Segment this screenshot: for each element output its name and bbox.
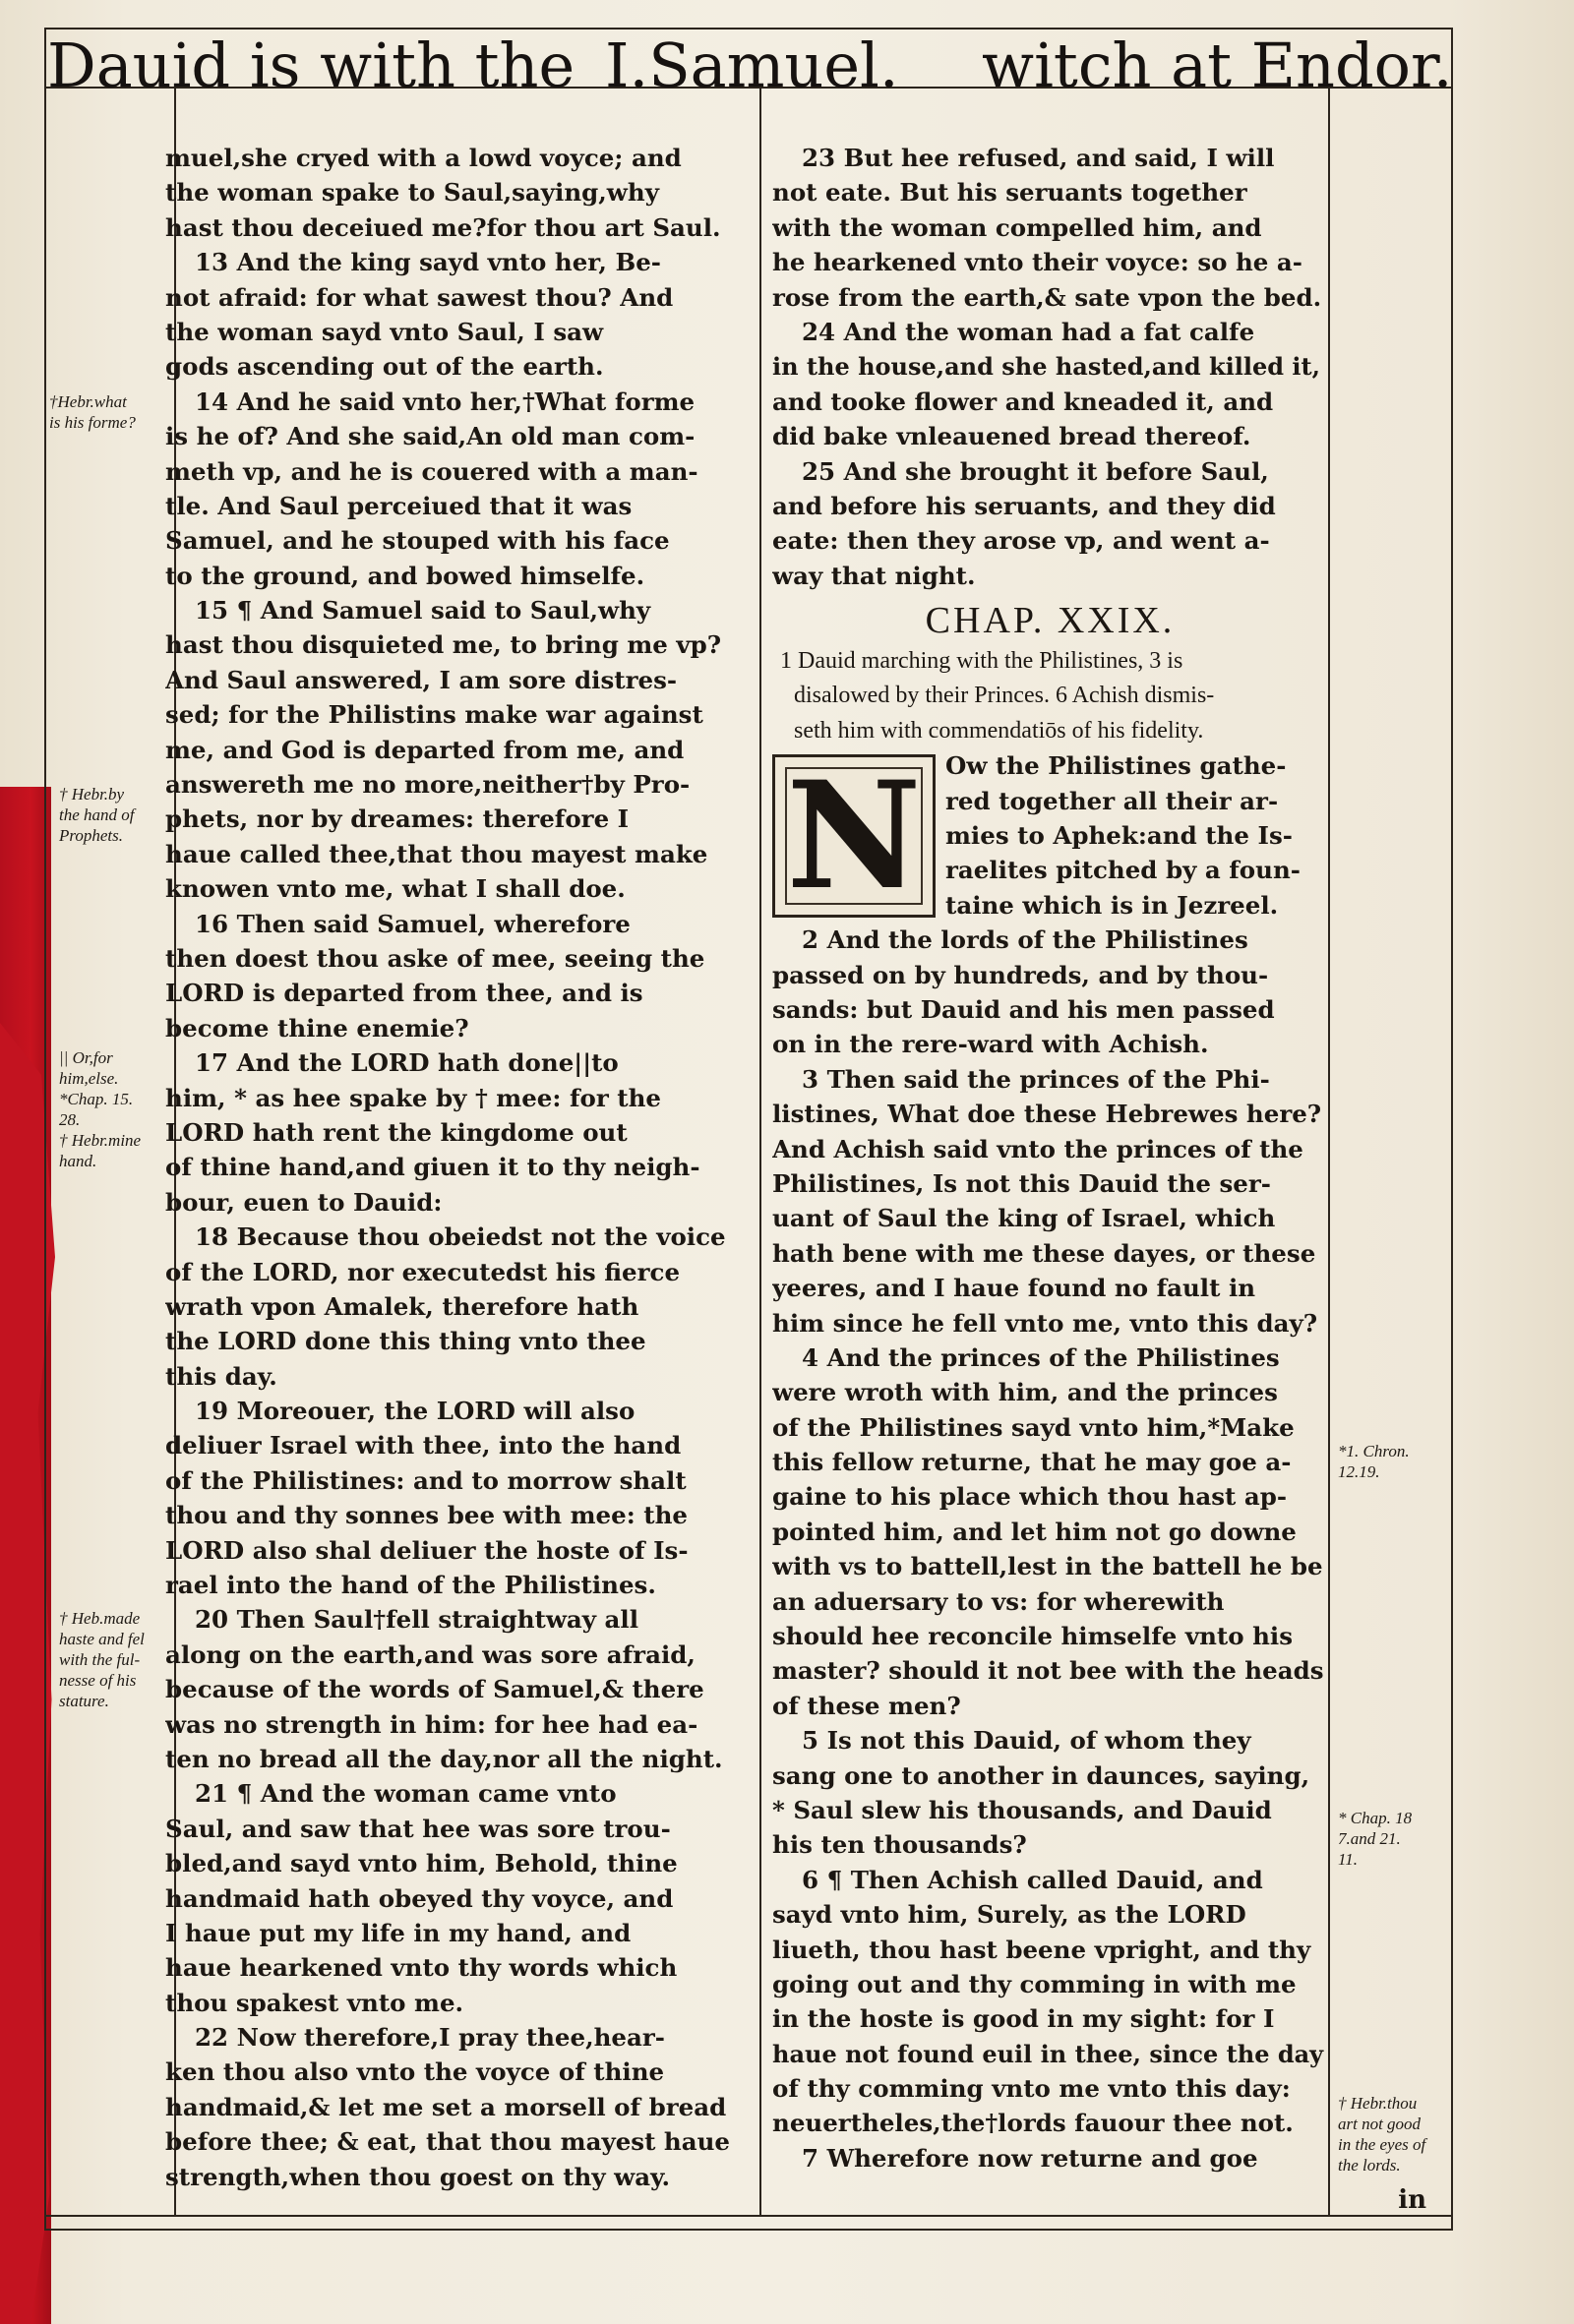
text-line: rose from the earth,& sate vpon the bed.	[772, 282, 1322, 312]
text-line: 20 Then Saul†fell straightway all	[195, 1605, 639, 1635]
text-line: LORD also shal deliuer the hoste of Is-	[165, 1535, 689, 1565]
initial-letter: N	[786, 754, 922, 919]
text-line: meth vp, and he is couered with a man-	[165, 456, 698, 486]
text-line: strength,when thou goest on thy way.	[165, 2162, 671, 2191]
text-line: not afraid: for what sawest thou? And	[165, 282, 674, 312]
text-line: way that night.	[772, 561, 976, 590]
margin-note-line: || Or,for	[59, 1048, 113, 1067]
text-line: 21 ¶ And the woman came vnto	[195, 1779, 617, 1809]
text-line: thou and thy sonnes bee with mee: the	[165, 1501, 689, 1530]
text-line: 25 And she brought it before Saul,	[802, 456, 1269, 486]
text-line: was no strength in him: for hee had ea-	[165, 1709, 698, 1739]
text-line: listines, What doe these Hebrewes here?	[772, 1100, 1322, 1129]
text-line: ken thou also vnto the voyce of thine	[165, 2057, 665, 2087]
text-line: in the hoste is good in my sight: for I	[772, 2004, 1275, 2034]
text-line: 6 ¶ Then Achish called Dauid, and	[802, 1865, 1263, 1894]
margin-note-7	[1338, 2093, 1425, 2175]
text-line: is he of? And she said,An old man com-	[165, 422, 696, 451]
text-line: And Achish said vnto the princes of the	[772, 1134, 1303, 1163]
chapter-summary	[772, 644, 1328, 748]
text-line: 24 And the woman had a fat calfe	[802, 317, 1255, 346]
text-line: 23 But hee refused, and said, I will	[802, 144, 1275, 172]
text-line: rael into the hand of the Philistines.	[165, 1571, 656, 1600]
summary-line: disalowed by their Princes. 6 Achish dismis-	[794, 683, 1215, 709]
margin-note-line: 12.19.	[1338, 1462, 1380, 1481]
text-line: handmaid,& let me set a morsell of bread	[165, 2092, 727, 2121]
text-line: pointed him, and let him not go downe	[772, 1517, 1297, 1546]
text-line: were wroth with him, and the princes	[772, 1378, 1278, 1407]
margin-note-line: haste and fel	[59, 1630, 145, 1648]
text-line: of thine hand,and giuen it to thy neigh-	[165, 1153, 700, 1182]
text-line: 2 And the lords of the Philistines	[802, 925, 1248, 955]
margin-note-line: with the ful-	[59, 1650, 141, 1669]
text-line: 5 Is not this Dauid, of whom they	[802, 1726, 1251, 1756]
text-line: eate: then they arose vp, and went a-	[772, 526, 1270, 556]
ornamental-initial	[772, 754, 936, 918]
chapter-opening	[772, 748, 1328, 923]
text-line: on in the rere-ward with Achish.	[772, 1030, 1209, 1059]
text-line: the woman sayd vnto Saul, I saw	[165, 317, 604, 346]
text-line: neuertheles,the†lords fauour thee not.	[772, 2109, 1294, 2138]
text-line: haue hearkened vnto thy words which	[165, 1953, 678, 1983]
text-line: bour, euen to Dauid:	[165, 1187, 443, 1217]
margin-note-line: in the eyes of	[1338, 2135, 1426, 2154]
chapter-29-verses	[772, 923, 1328, 2175]
text-line: phets, nor by dreames: therefore I	[165, 804, 630, 834]
chapter-heading: CHAP. XXIX.	[925, 600, 1176, 642]
text-line: 7 Wherefore now returne and goe	[802, 2143, 1258, 2173]
margin-note-line: † Hebr.thou	[1338, 2094, 1418, 2113]
text-line: become thine enemie?	[165, 1013, 469, 1043]
margin-note-line: stature.	[59, 1692, 109, 1710]
text-line: answereth me no more,neither†by Pro-	[165, 770, 691, 800]
text-line: Samuel, and he stouped with his face	[165, 526, 670, 556]
chapter-28-end	[772, 141, 1328, 593]
margin-note-3	[59, 1047, 141, 1171]
text-line: this fellow returne, that he may goe a-	[772, 1448, 1292, 1477]
text-line: then doest thou aske of mee, seeing the	[165, 943, 705, 973]
text-line: I haue put my life in my hand, and	[165, 1918, 632, 1947]
text-line: knowen vnto me, what I shall doe.	[165, 874, 626, 904]
text-line: 14 And he said vnto her,†What forme	[195, 387, 696, 416]
catchword: in	[1398, 2185, 1426, 2215]
margin-note-4	[59, 1608, 145, 1711]
margin-note-line: the lords.	[1338, 2156, 1401, 2175]
text-line: he hearkened vnto their voyce: so he a-	[772, 248, 1302, 277]
opening-line: red together all their ar-	[945, 786, 1279, 815]
text-line: master? should it not bee with the heads	[772, 1656, 1324, 1686]
text-line: with the woman compelled him, and	[772, 212, 1262, 242]
margin-note-line: art not good	[1338, 2115, 1422, 2133]
margin-note-line: 11.	[1338, 1850, 1358, 1869]
text-line: to the ground, and bowed himselfe.	[165, 561, 645, 590]
margin-note-line: † Hebr.mine	[59, 1131, 142, 1150]
right-margin-rule	[1328, 89, 1330, 2217]
margin-note-line: *Chap. 15.	[59, 1090, 134, 1108]
text-line: the LORD done this thing vnto thee	[165, 1327, 646, 1356]
text-line: tle. And Saul perceiued that it was	[165, 491, 633, 520]
margin-note-6	[1338, 1808, 1412, 1870]
text-line: 22 Now therefore,I pray thee,hear-	[195, 2023, 665, 2053]
margin-note-line: 28.	[59, 1110, 81, 1129]
text-line: thou spakest vnto me.	[165, 1988, 464, 2017]
running-head-book: I.Samuel.	[605, 30, 899, 101]
opening-line: raelites pitched by a foun-	[945, 856, 1301, 885]
text-line: 19 Moreouer, the LORD will also	[195, 1397, 636, 1426]
text-column-right	[772, 141, 1328, 2216]
text-line: 16 Then said Samuel, wherefore	[195, 909, 631, 938]
margin-note-line: *1. Chron.	[1338, 1442, 1410, 1460]
text-line: hast thou deceiued me?for thou art Saul.	[165, 212, 721, 242]
text-line: him, * as hee spake by † mee: for the	[165, 1083, 661, 1112]
text-line: gaine to his place which thou hast ap-	[772, 1482, 1288, 1512]
text-line: 17 And the LORD hath done||to	[195, 1048, 619, 1078]
text-line: 15 ¶ And Samuel said to Saul,why	[195, 596, 651, 626]
text-line: wrath vpon Amalek, therefore hath	[165, 1291, 639, 1321]
text-line: because of the words of Samuel,& there	[165, 1675, 704, 1704]
text-line: bled,and sayd vnto him, Behold, thine	[165, 1849, 678, 1878]
text-line: in the house,and she hasted,and killed it,	[772, 352, 1320, 382]
text-line: him since he fell vnto me, vnto this day?	[772, 1308, 1318, 1338]
text-line: and before his seruants, and they did	[772, 491, 1276, 520]
text-line: going out and thy comming in with me	[772, 1969, 1297, 1998]
text-line: of the Philistines: and to morrow shalt	[165, 1465, 687, 1495]
text-line: yeeres, and I haue found no fault in	[772, 1274, 1256, 1303]
text-line: ten no bread all the day,nor all the night.	[165, 1744, 723, 1773]
text-line: LORD is departed from thee, and is	[165, 979, 643, 1008]
text-line: of these men?	[772, 1691, 961, 1720]
text-line: And Saul answered, I am sore distres-	[165, 665, 678, 694]
text-line: his ten thousands?	[772, 1830, 1027, 1860]
text-line: did bake vnleauened bread thereof.	[772, 422, 1251, 451]
text-line: muel,she cryed with a lowd voyce; and	[165, 144, 682, 172]
text-line: 3 Then said the princes of the Phi-	[802, 1064, 1270, 1094]
text-line: should hee reconcile himselfe vnto his	[772, 1622, 1293, 1651]
margin-note-line: him,else.	[59, 1069, 119, 1088]
running-head-left: Dauid is with the	[47, 30, 575, 101]
text-line: haue not found euil in thee, since the day	[772, 2039, 1324, 2068]
text-line: of the Philistines sayd vnto him,*Make	[772, 1412, 1295, 1442]
margin-note-line: * Chap. 18	[1338, 1809, 1413, 1827]
opening-line: Ow the Philistines gathe-	[945, 751, 1287, 781]
margin-note-line: † Heb.made	[59, 1609, 141, 1628]
text-line: sed; for the Philistins make war against	[165, 700, 703, 730]
text-line: LORD hath rent the kingdome out	[165, 1117, 628, 1147]
margin-note-line: 7.and 21.	[1338, 1829, 1401, 1848]
text-line: sands: but Dauid and his men passed	[772, 994, 1275, 1024]
margin-note-2	[59, 784, 135, 846]
margin-note-line: † Hebr.by	[59, 785, 125, 804]
summary-line: 1 Dauid marching with the Philistines, 3 is	[780, 648, 1183, 675]
text-line: the woman spake to Saul,saying,why	[165, 178, 659, 208]
text-line: haue called thee,that thou mayest make	[165, 839, 708, 868]
text-line: this day.	[165, 1361, 277, 1391]
summary-line: seth him with commendatiōs of his fidelity.	[794, 717, 1204, 744]
margin-note-1	[49, 391, 136, 433]
text-line: sang one to another in daunces, saying,	[772, 1760, 1310, 1790]
text-line: * Saul slew his thousands, and Dauid	[772, 1795, 1272, 1824]
margin-note-line: Prophets.	[59, 826, 124, 845]
text-line: uant of Saul the king of Israel, which	[772, 1204, 1276, 1233]
margin-note-5	[1338, 1441, 1410, 1482]
column-divider	[759, 89, 761, 2217]
text-line: 13 And the king sayd vnto her, Be-	[195, 248, 661, 277]
text-line: liueth, thou hast beene vpright, and thy	[772, 1935, 1311, 1964]
text-line: with vs to battell,lest in the battell he be	[772, 1552, 1323, 1581]
text-line: hath bene with me these dayes, or these	[772, 1238, 1316, 1268]
margin-note-line: the hand of	[59, 805, 135, 824]
opening-line: taine which is in Jezreel.	[945, 890, 1279, 920]
text-line: me, and God is departed from me, and	[165, 735, 685, 764]
text-line: 4 And the princes of the Philistines	[802, 1342, 1280, 1372]
text-line: deliuer Israel with thee, into the hand	[165, 1431, 682, 1460]
text-line: passed on by hundreds, and by thou-	[772, 960, 1269, 989]
text-line: before thee; & eat, that thou mayest haue	[165, 2127, 731, 2157]
text-line: Philistines, Is not this Dauid the ser-	[772, 1168, 1271, 1198]
text-line: and tooke flower and kneaded it, and	[772, 387, 1274, 416]
text-column-left	[165, 141, 736, 2216]
text-line: handmaid hath obeyed thy voyce, and	[165, 1883, 674, 1913]
text-line: of thy comming vnto me vnto this day:	[772, 2074, 1291, 2104]
margin-note-line: hand.	[59, 1152, 97, 1170]
text-line: hast thou disquieted me, to bring me vp?	[165, 630, 722, 660]
margin-note-line: is his forme?	[49, 413, 136, 432]
text-line: of the LORD, nor executedst his fierce	[165, 1257, 681, 1286]
text-line: sayd vnto him, Surely, as the LORD	[772, 1900, 1246, 1930]
text-line: along on the earth,and was sore afraid,	[165, 1639, 696, 1669]
text-line: 18 Because thou obeiedst not the voice	[195, 1222, 726, 1252]
opening-line: mies to Aphek:and the Is-	[945, 821, 1293, 851]
text-line: not eate. But his seruants together	[772, 178, 1247, 208]
margin-note-line: nesse of his	[59, 1671, 137, 1690]
running-head-right: witch at Endor.	[982, 30, 1453, 101]
text-line: Saul, and saw that hee was sore trou-	[165, 1814, 671, 1843]
text-line: an aduersary to vs: for wherewith	[772, 1586, 1225, 1616]
text-line: gods ascending out of the earth.	[165, 352, 604, 382]
margin-note-line: †Hebr.what	[49, 392, 127, 411]
